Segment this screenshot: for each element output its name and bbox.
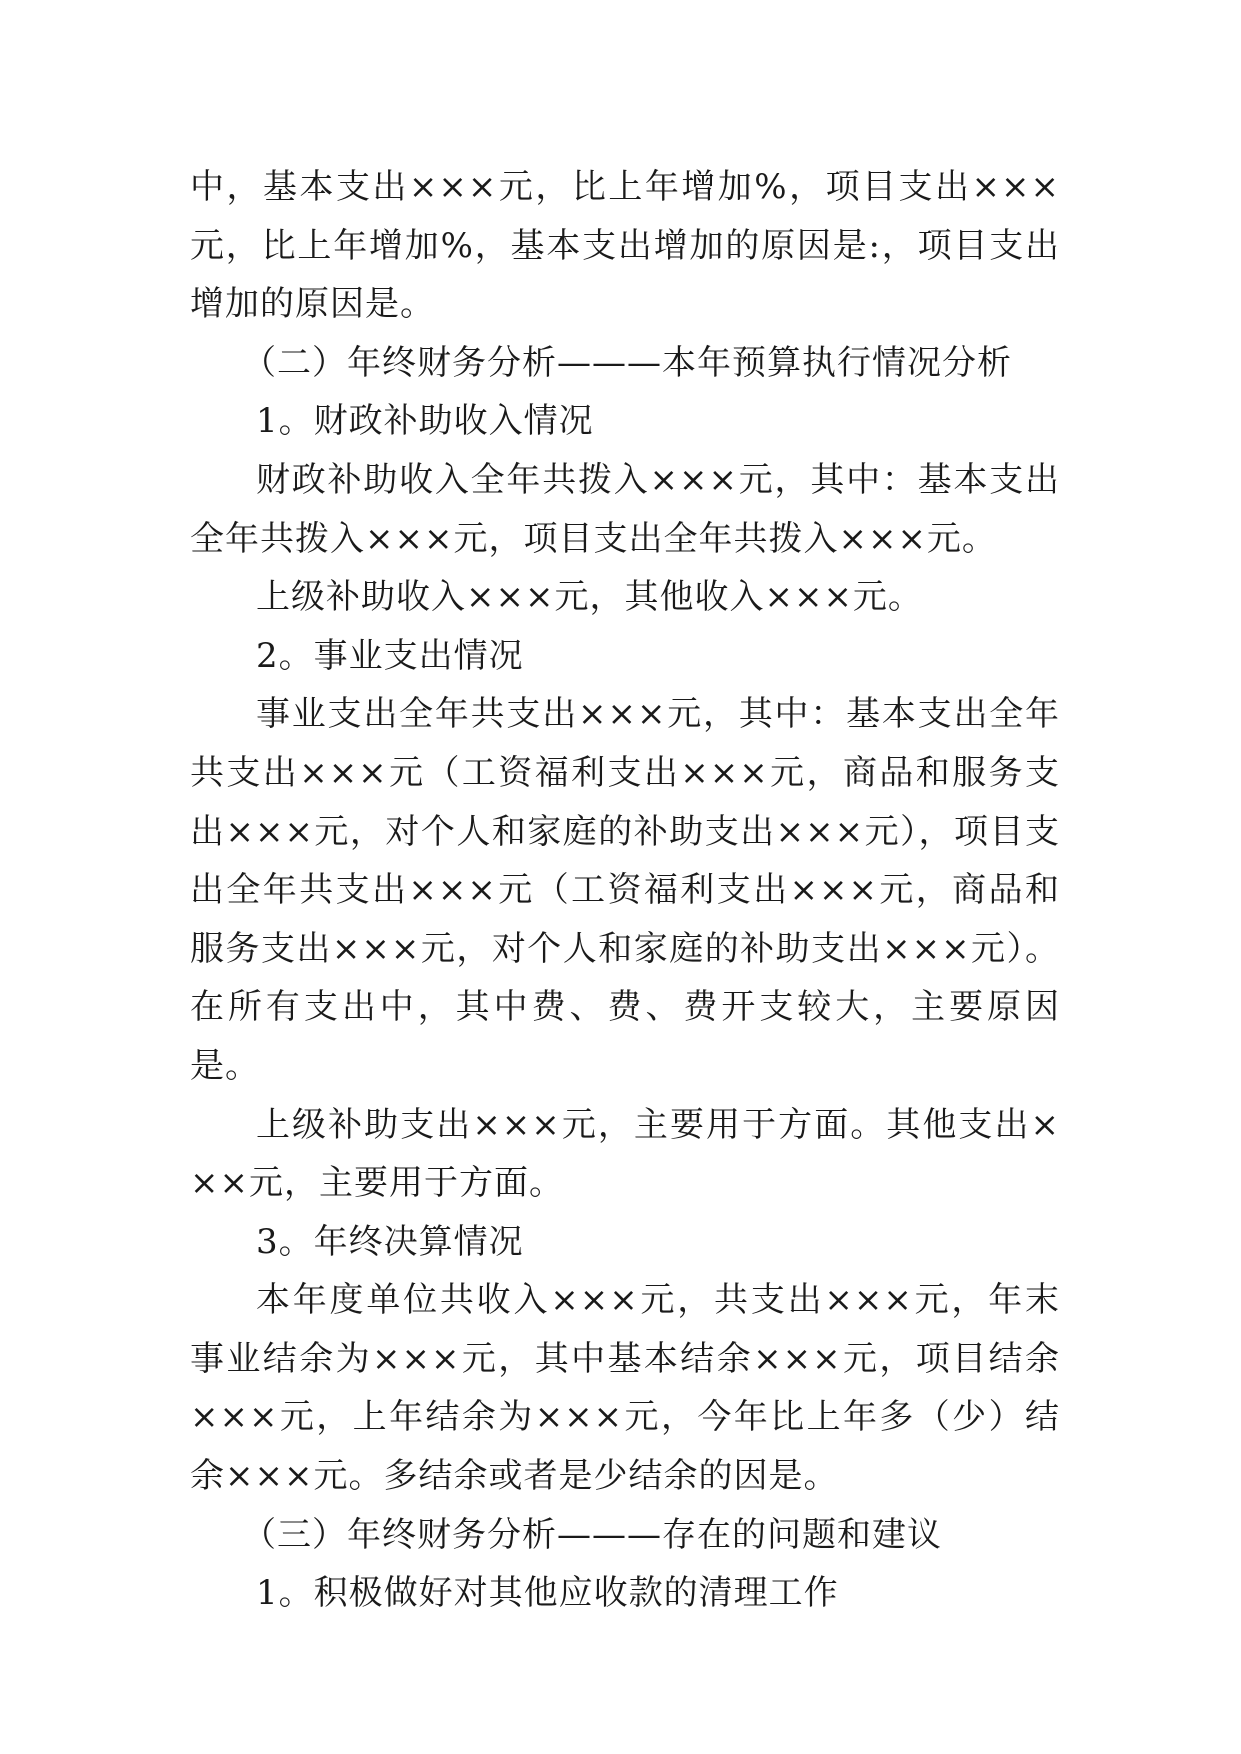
paragraph-year-end-settlement: 本年度单位共收入×××元，共支出×××元，年末事业结余为×××元，其中基本结余×××元，项目结余×××元，上年结余为×××元，今年比上年多（少）结余×××元。多结余或者是少结余的因是。 [190, 1280, 1060, 1497]
paragraph-business-expense: 事业支出全年共支出×××元，其中：基本支出全年共支出×××元（工资福利支出×××元，商品和服务支出×××元，对个人和家庭的补助支出×××元），项目支出全年共支出×××元（工资福利支出×××元，商品和服务支出×××元，对个人和家庭的补助支出×××元）。在所有支出中，其中费、费、费开支较大，主要原因是。 [190, 694, 1060, 1086]
subheading-3: 3。年终决算情况 [256, 1221, 524, 1262]
section-heading-3: （三）年终财务分析———存在的问题和建议 [242, 1514, 942, 1555]
paragraph-continuation: 中，基本支出×××元，比上年增加%，项目支出×××元，比上年增加%，基本支出增加的原因是:，项目支出增加的原因是。 [190, 167, 1060, 325]
subheading-2: 2。事业支出情况 [256, 635, 524, 676]
subheading-1: 1。财政补助收入情况 [256, 401, 594, 442]
paragraph-fiscal-subsidy: 财政补助收入全年共拨入×××元，其中：基本支出全年共拨入×××元，项目支出全年共拨入×××元。 [190, 459, 1060, 559]
document-body [190, 158, 1060, 1623]
paragraph-superior-subsidy-expense: 上级补助支出×××元，主要用于方面。其他支出×××元，主要用于方面。 [190, 1104, 1060, 1204]
paragraph-other-income: 上级补助收入×××元，其他收入×××元。 [256, 577, 923, 618]
subheading-receivables: 1。积极做好对其他应收款的清理工作 [256, 1573, 839, 1614]
section-heading-2: （二）年终财务分析———本年预算执行情况分析 [242, 342, 1012, 383]
